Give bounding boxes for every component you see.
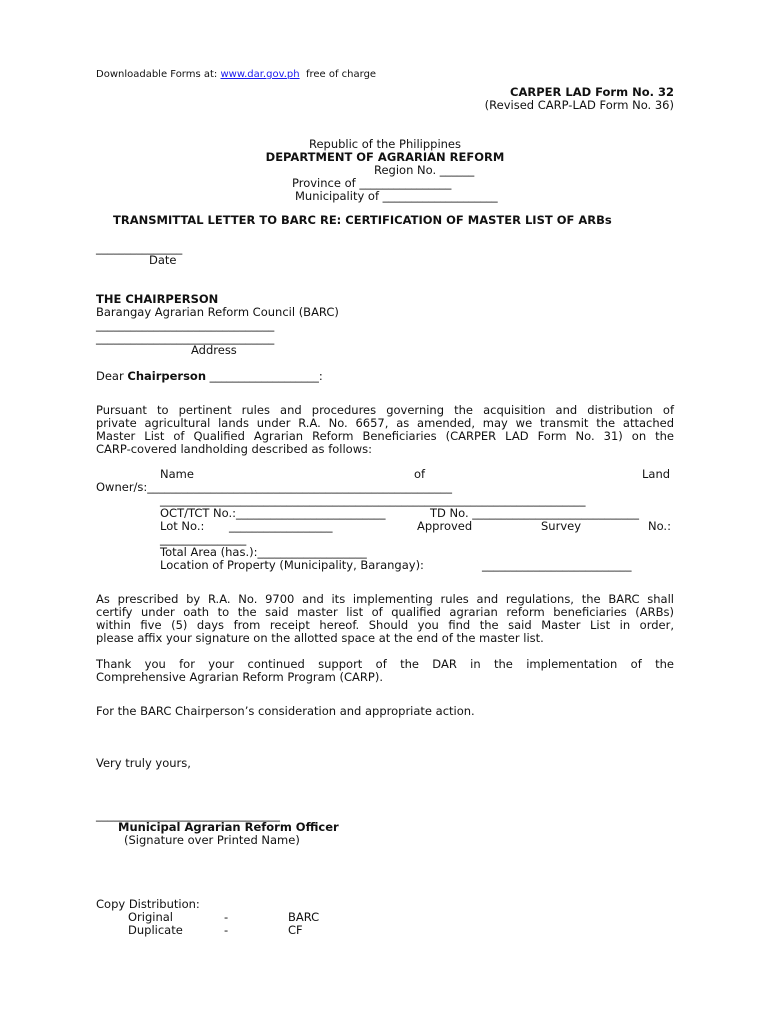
paragraph-line: Thank you for your continued support of the DAR in the implementation of the xyxy=(96,657,674,671)
salutation-suffix: ___________________: xyxy=(206,369,323,383)
approved-word: Approved xyxy=(417,519,473,533)
form-number: CARPER LAD Form No. 32 xyxy=(510,85,674,99)
downloadable-prefix: Downloadable Forms at: xyxy=(96,69,221,80)
td-number-field: TD No. _____________________________ xyxy=(430,506,640,520)
signatory-title: Municipal Agrarian Reform Officer xyxy=(118,820,339,834)
paragraph-thanks xyxy=(96,658,674,684)
paragraph-line: As prescribed by R.A. No. 9700 and its implementing rules and regulations, the BARC shall xyxy=(96,592,674,606)
page-title: TRANSMITTAL LETTER TO BARC RE: CERTIFICATION OF MASTER LIST OF ARBs xyxy=(113,213,612,227)
address-label: Address xyxy=(191,343,237,357)
free-of-charge-text: free of charge xyxy=(299,69,377,80)
address-line-2: _______________________________ xyxy=(96,331,275,345)
date-label: Date xyxy=(149,253,177,267)
dar-website-link[interactable]: www.dar.gov.ph xyxy=(220,69,300,80)
distribution-copy: Duplicate xyxy=(128,923,183,937)
region-field: Region No. ______ xyxy=(374,163,475,177)
addressee-title: THE CHAIRPERSON xyxy=(96,292,219,306)
distribution-copy: Original xyxy=(128,910,174,924)
paragraph-line: certify under oath to the said master list of qualified agrarian reform beneficiaries (ARBs) xyxy=(96,605,674,619)
survey-word: Survey xyxy=(541,519,582,533)
salutation xyxy=(96,370,323,383)
land-word: Land xyxy=(642,467,671,481)
paragraph-line: please affix your signature on the allotted space at the end of the master list. xyxy=(96,631,544,645)
survey-no-label: No.: xyxy=(648,519,671,533)
land-owners-field: Owner/s:_____________________________________________________ xyxy=(96,480,453,494)
address-line-1: _______________________________ xyxy=(96,318,275,332)
distribution-dash: - xyxy=(224,910,229,924)
paragraph-line: Master List of Qualified Agrarian Reform Beneficiaries (CARPER LAD Form No. 31) on the xyxy=(96,429,674,443)
paragraph-line: private agricultural lands under R.A. No. 6657, as amended, may we transmit the attached xyxy=(96,416,674,430)
oct-tct-field: OCT/TCT No.:__________________________ xyxy=(160,506,386,520)
municipality-field: Municipality of ____________________ xyxy=(295,189,498,203)
distribution-row xyxy=(96,924,396,937)
signature-note: (Signature over Printed Name) xyxy=(124,833,300,847)
province-field: Province of ________________ xyxy=(292,176,452,190)
lot-number-label: Lot No.: xyxy=(160,519,205,533)
total-area-field: Total Area (has.):___________________ xyxy=(160,545,367,559)
paragraph-line: Pursuant to pertinent rules and procedures governing the acquisition and distribution of xyxy=(96,403,674,417)
salutation-prefix: Dear xyxy=(96,369,128,383)
paragraph-consideration: For the BARC Chairperson’s consideration and appropriate action. xyxy=(96,704,475,718)
location-label: Location of Property (Municipality, Barangay): xyxy=(160,558,424,572)
land-owners-continuation: __________________________________________________________________________ xyxy=(160,493,586,507)
distribution-dash: - xyxy=(224,923,229,937)
distribution-recipient: BARC xyxy=(288,910,320,924)
copy-distribution-label: Copy Distribution: xyxy=(96,897,200,911)
date-line: _______________ xyxy=(96,241,183,255)
paragraph-line: within five (5) days from receipt hereof. Should you find the said Master List in order, xyxy=(96,618,674,632)
paragraph-line: CARP-covered landholding described as follows: xyxy=(96,442,372,456)
paragraph-ra9700 xyxy=(96,593,674,645)
addressee-council: Barangay Agrarian Reform Council (BARC) xyxy=(96,305,339,319)
downloadable-forms-note xyxy=(96,68,376,81)
salutation-name: Chairperson xyxy=(127,369,207,383)
revised-form-number: (Revised CARP-LAD Form No. 36) xyxy=(484,98,674,112)
distribution-recipient: CF xyxy=(288,923,303,937)
republic-line: Republic of the Philippines xyxy=(308,137,462,151)
survey-number-line: _______________ xyxy=(160,532,247,546)
paragraph-line: Comprehensive Agrarian Reform Program (CARP). xyxy=(96,670,383,684)
of-word: of xyxy=(414,467,426,481)
department-name: DEPARTMENT OF AGRARIAN REFORM xyxy=(265,150,505,164)
location-line: __________________________ xyxy=(482,558,632,572)
signature-line: ________________________________ xyxy=(96,808,280,822)
closing-line: Very truly yours, xyxy=(96,756,191,770)
name-word: Name xyxy=(160,467,194,481)
paragraph-intro xyxy=(96,404,674,456)
lot-number-line: __________________ xyxy=(229,519,333,533)
